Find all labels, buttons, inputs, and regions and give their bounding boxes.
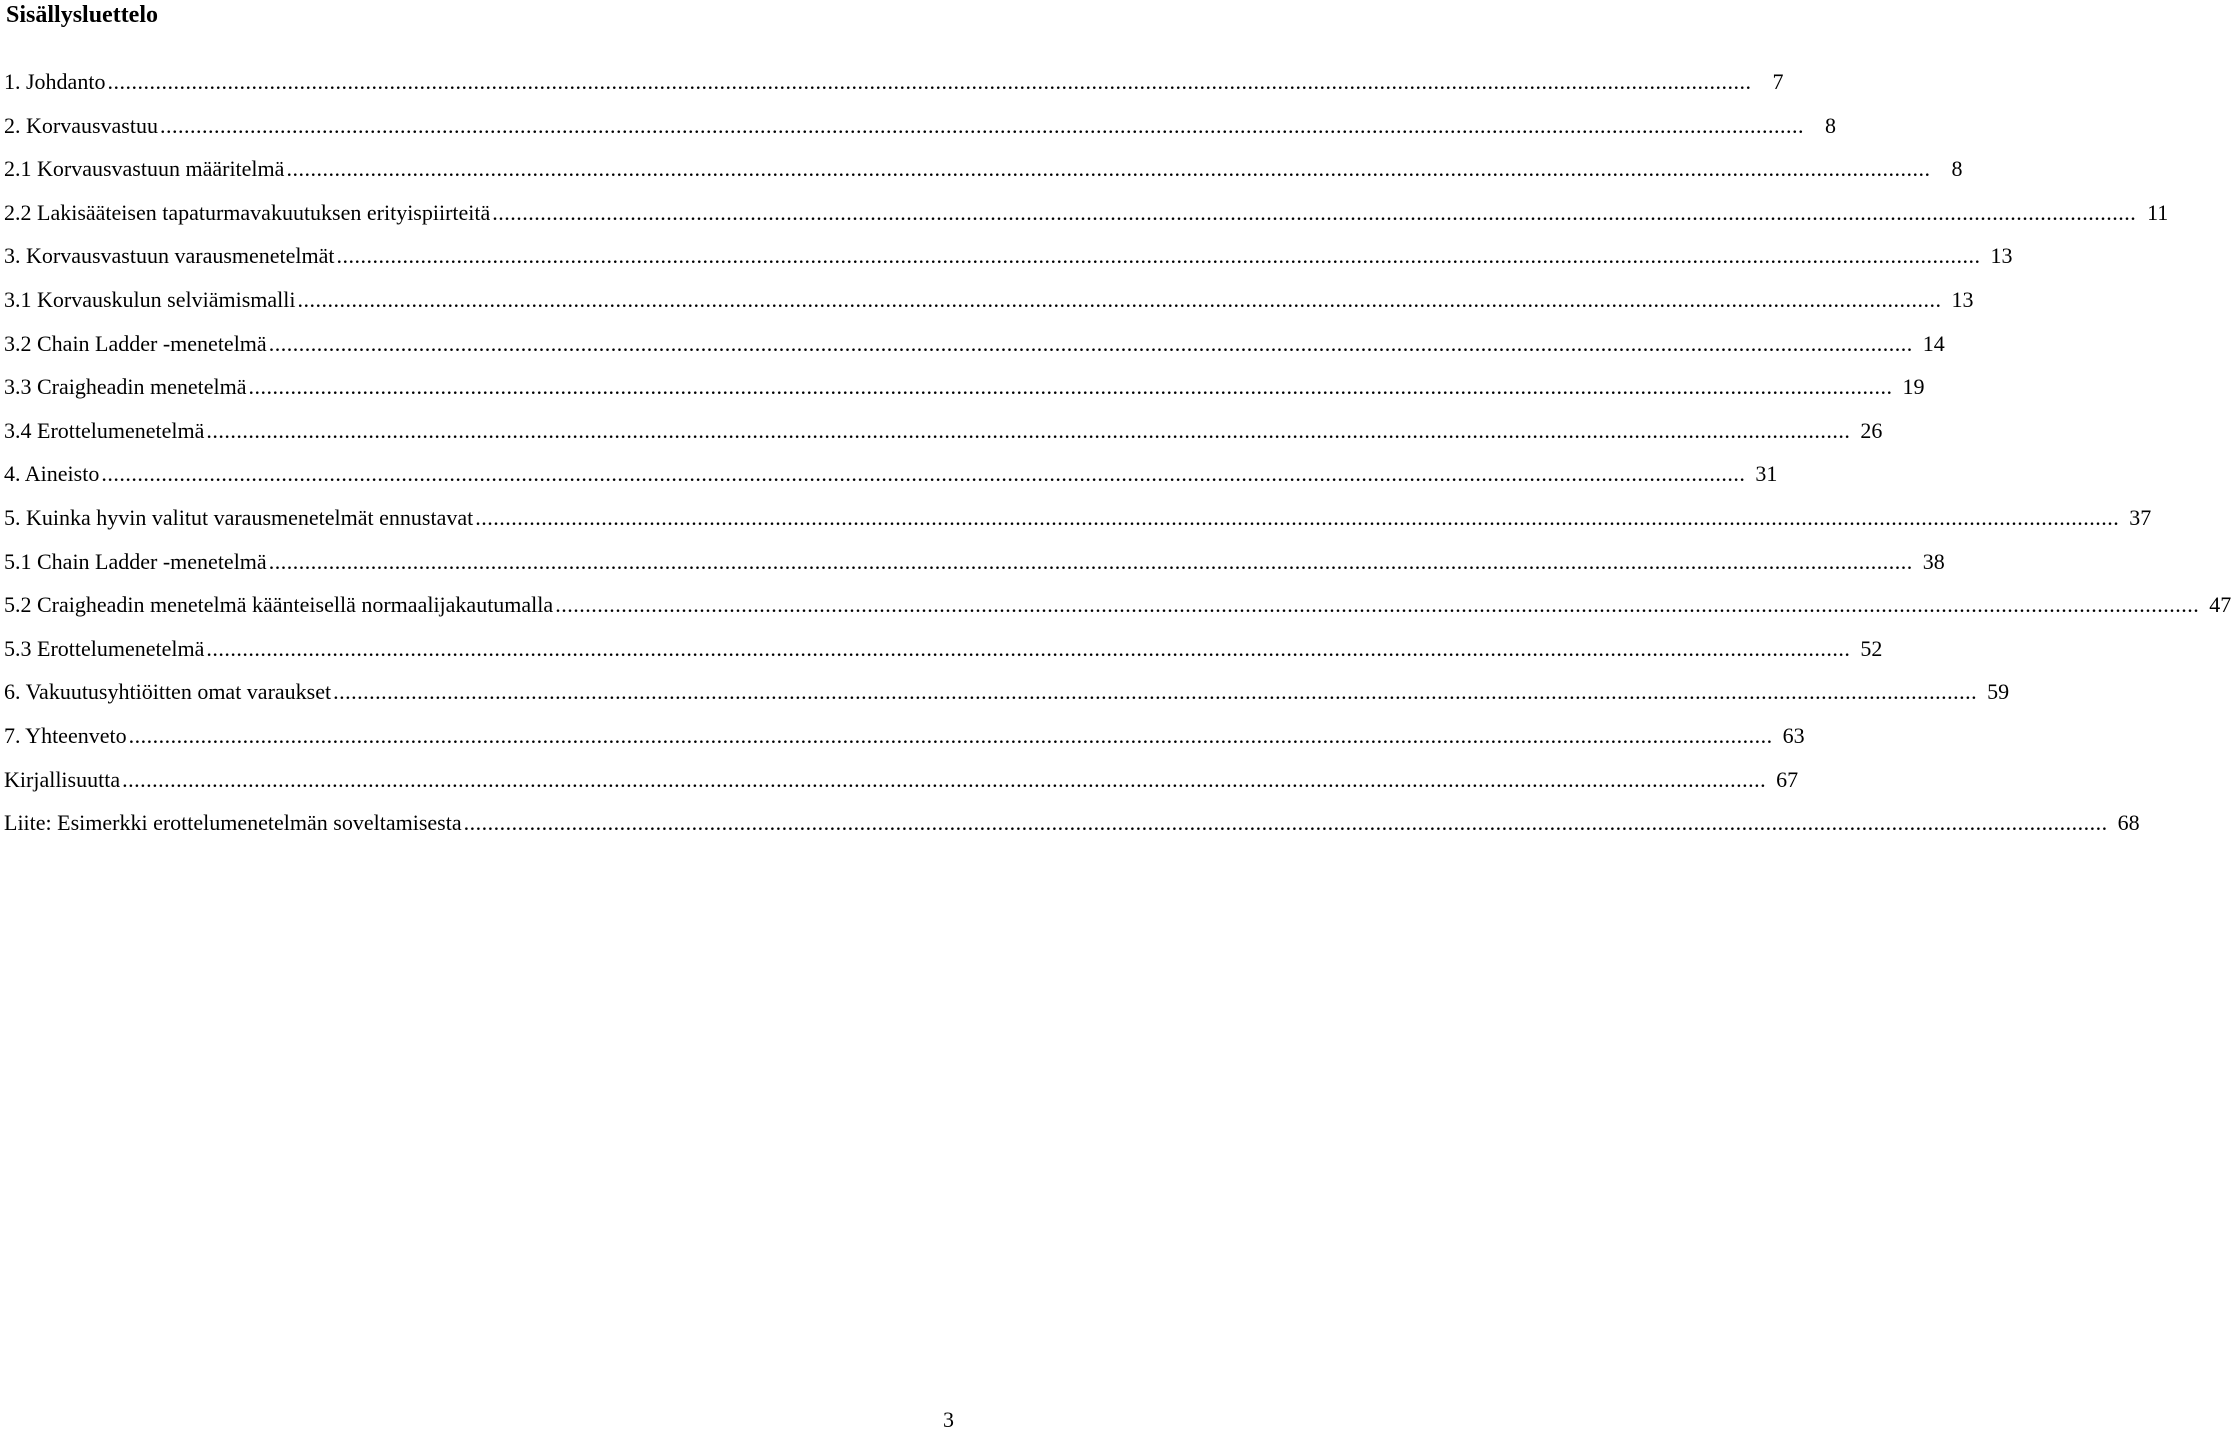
toc-dot-leader	[249, 365, 1893, 409]
toc-entry	[0, 496, 2152, 540]
toc-entry-label: 7. Yhteenveto	[4, 722, 127, 748]
toc-entry	[0, 322, 1945, 366]
toc-entry	[0, 147, 1963, 191]
toc-entry-label: 3.3 Craigheadin menetelmä	[4, 374, 247, 400]
toc-entry-page: 47	[2209, 592, 2231, 618]
toc-entry-label: 3. Korvausvastuun varausmenetelmät	[4, 243, 335, 269]
toc-entry-page: 68	[2117, 810, 2140, 836]
toc-entry	[0, 234, 2013, 278]
toc-entry	[0, 801, 2140, 845]
toc-dot-leader	[101, 452, 1745, 496]
toc-entry	[0, 714, 1805, 758]
toc-entry-label: Kirjallisuutta	[4, 766, 121, 792]
toc-entry-label: 5.3 Erottelumenetelmä	[4, 635, 205, 661]
toc-dot-leader	[492, 191, 2136, 235]
toc-entry-label: 2. Korvausvastuu	[4, 112, 158, 138]
toc-entry-label: 3.4 Erottelumenetelmä	[4, 417, 205, 443]
toc-entry	[0, 758, 1799, 802]
toc-dot-leader	[269, 540, 1913, 584]
toc-entry-label: 5.2 Craigheadin menetelmä käänteisellä normaalijakautumalla	[4, 592, 554, 618]
toc-dot-leader	[464, 801, 2108, 845]
toc-entry-label: 2.2 Lakisääteisen tapaturmavakuutuksen erityispiirteitä	[4, 199, 491, 225]
toc-entry-page: 63	[1782, 722, 1805, 748]
toc-entry	[0, 104, 1836, 148]
toc-dot-leader	[129, 714, 1773, 758]
toc-title: Sisällysluettelo	[6, 2, 159, 28]
toc-entry-label: Liite: Esimerkki erottelumenetelmän soveltamisesta	[4, 810, 462, 836]
toc-entry-label: 3.2 Chain Ladder -menetelmä	[4, 330, 267, 356]
toc-entry	[0, 452, 1778, 496]
toc-entry-page: 52	[1860, 635, 1883, 661]
toc-entry	[0, 627, 1883, 671]
toc-entry-label: 5.1 Chain Ladder -menetelmä	[4, 548, 267, 574]
toc-dot-leader	[286, 147, 1930, 191]
toc-entry-page: 67	[1776, 766, 1799, 792]
table-of-contents	[0, 60, 2231, 845]
toc-entry-page: 14	[1922, 330, 1945, 356]
toc-dot-leader	[333, 670, 1977, 714]
toc-entry-label: 6. Vakuutusyhtiöitten omat varaukset	[4, 679, 332, 705]
toc-entry	[0, 365, 1925, 409]
toc-entry-label: 4. Aineisto	[4, 461, 100, 487]
toc-entry	[0, 670, 2010, 714]
toc-entry	[0, 540, 1945, 584]
toc-entry-label: 5. Kuinka hyvin valitut varausmenetelmät ennustavat	[4, 504, 474, 530]
toc-entry-label: 1. Johdanto	[4, 69, 106, 94]
toc-dot-leader	[206, 409, 1850, 453]
toc-entry-label: 2.1 Korvausvastuun määritelmä	[4, 156, 285, 182]
toc-entry-page: 26	[1860, 417, 1883, 443]
toc-entry-page: 59	[1987, 679, 2010, 705]
toc-entry-page: 38	[1922, 548, 1945, 574]
toc-entry-page: 19	[1902, 374, 1925, 400]
toc-entry-page: 11	[2147, 199, 2169, 225]
toc-entry-page: 13	[1951, 286, 1974, 312]
toc-dot-leader	[107, 60, 1751, 104]
toc-dot-leader	[475, 496, 2119, 540]
toc-dot-leader	[206, 627, 1850, 671]
toc-entry-page: 7	[1772, 69, 1784, 94]
toc-entry-label: 3.1 Korvauskulun selviämismalli	[4, 286, 296, 312]
toc-dot-leader	[122, 758, 1766, 802]
toc-entry	[0, 278, 1974, 322]
toc-entry-page: 37	[2129, 504, 2152, 530]
toc-entry	[0, 191, 2169, 235]
toc-dot-leader	[160, 104, 1804, 148]
toc-dot-leader	[269, 322, 1913, 366]
toc-entry	[0, 409, 1883, 453]
toc-entry	[0, 583, 2231, 627]
page-number: 3	[943, 1407, 954, 1432]
toc-dot-leader	[337, 234, 1981, 278]
toc-entry-page: 8	[1824, 112, 1836, 138]
toc-entry-page: 13	[1990, 243, 2013, 269]
toc-entry	[0, 60, 1784, 104]
toc-dot-leader	[297, 278, 1941, 322]
toc-dot-leader	[555, 583, 2199, 627]
toc-entry-page: 31	[1755, 461, 1778, 487]
toc-entry-page: 8	[1951, 156, 1963, 182]
